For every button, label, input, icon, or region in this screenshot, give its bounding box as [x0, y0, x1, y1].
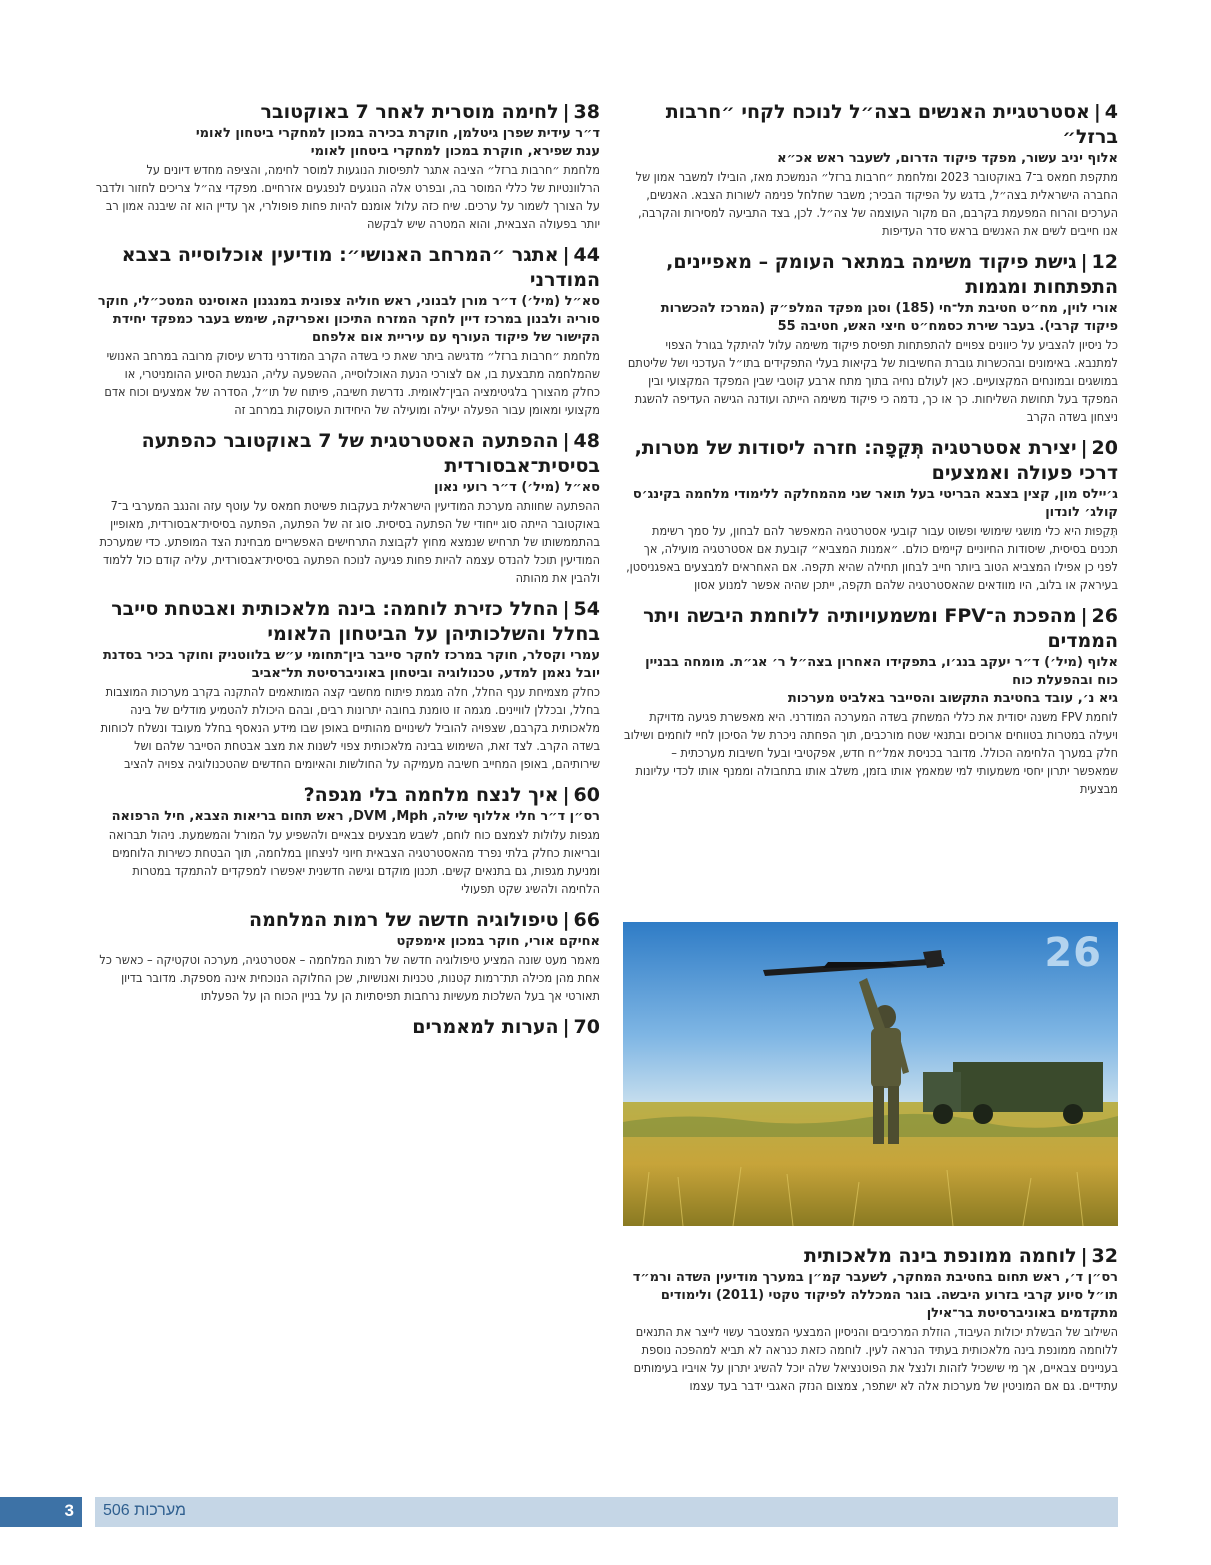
entry-abstract: לוחמת FPV משנה יסודית את כללי המשחק בשדה המערכה המודרני. היא מאפשרת פגיעה מדויקת ויעילה במטרות בטווחים ארוכים ובתנאי שטח מורכבים, תוך הפחתה ניכרת של הסיכון לחיי לוחמים ושילוב חלק במערך הלחימה הכולל. מדובר בכניסת אמל״ח חדש, אפקטיבי ובעל חשיבות מערכתית – שמאפשר יתרון יחסי משמעותי למי שמאמץ אותו בזמן, משלב אותו בתחבולה וממנף אותו לכדי עליונות מבצעית [624, 709, 1118, 796]
entry-author: אחיקם אורי, חוקר במכון אימפקט [396, 934, 600, 949]
toc-entry[interactable] [623, 250, 1118, 426]
article-title: החלל כזירת לוחמה: בינה מלאכותית ואבטחת סייבר בחלל והשלכותיהן על הביטחון הלאומי [111, 598, 600, 645]
page-number: 26 [1091, 605, 1118, 627]
entry-title[interactable]: 54|החלל כזירת לוחמה: בינה מלאכותית ואבטחת סייבר בחלל והשלכותיהן על הביטחון הלאומי [111, 598, 600, 645]
entry-abstract: מגפות עלולות לצמצם כוח לוחם, לשבש מבצעים צבאיים ולהשפיע על המורל והמשמעת. ניהול תברואה ובריאות כחלק בלתי נפרד מהאסטרטגיה הצבאית חיוני לניצחון במלחמה, תוך הבטחת כשירות הלוחמים ומניעת מגפות, גם בתנאים קשים. תכנון מוקדם וגישה חדשנית יאפשרו למפקדים להתמקד במטרות הלחימה ולהשיג שקט תפעולי [108, 827, 600, 896]
page-number: 3 [64, 1501, 74, 1520]
entry-title[interactable]: 70|הערות למאמרים [412, 1016, 600, 1038]
article-photo [623, 922, 1118, 1226]
entry-title[interactable]: 66|טיפולוגיה חדשה של רמות המלחמה [249, 909, 600, 931]
page-number: 44 [573, 244, 600, 266]
toc-right-column [623, 100, 1118, 808]
entry-abstract: מתקפת חמאס ב־7 באוקטובר 2023 ומלחמת ״חרבות ברזל״ הנמשכת מאז, הובילו למשבר אמון של החברה הישראלית בצה״ל, בדגש על הפיקוד הבכיר; משבר שחלחל פנימה לשורות הצבא. האנשים, הערכים והרוח המפעמת בקרבם, הם מקור העוצמה של צה״ל. לכן, בצד התביעה למסירות והקרבה, אנו חייבים לשים את האנשים בראש סדר העדיפות [635, 169, 1118, 238]
article-title: אסטרטגיית האנשים בצה״ל לנוכח לקחי ״חרבות ברזל״ [665, 101, 1118, 148]
page-number: 60 [573, 784, 600, 806]
page-number: 54 [573, 598, 600, 620]
entry-abstract: מלחמת ״חרבות ברזל״ מדגישה ביתר שאת כי בשדה הקרב המודרני נדרש עיסוק מרובה במרחב האנושי שהמלחמה מתבצעת בו, אם לצורכי הנעת האוכלוסייה, ההשפעה עליה, הנגשת הסיוע ההומניטרי, או כחלק מהצורך בלגיטימציה הבין־לאומית. נדרשת חשיבה, פיתוח של תו״ל, הסדרה של אמצעים וכוח אדם מקצועי ומאומן עבור הפעלה יעילה ומועילה של היחידות העוסקות במרחב זה [104, 348, 600, 417]
entry-title[interactable]: 48|ההפתעה האסטרטגית של 7 באוקטובר כהפתעה בסיסית־אבסורדית [141, 430, 600, 477]
entry-title[interactable]: 32|לוחמה ממונפת בינה מלאכותית [804, 1245, 1118, 1267]
toc-entry[interactable] [95, 100, 600, 233]
entry-title[interactable]: 44|אתגר ״המרחב האנושי״: מודיעין אוכלוסייה בצבא המודרני [121, 244, 600, 291]
page-footer [0, 1497, 1118, 1527]
entry-author-2: גיא נ׳, עובד בחטיבת התקשוב והסייבר באלביט מערכות [787, 691, 1118, 706]
entry-author: אורי לוין, מח״ט חטיבת תל־חי (185) וסגן מפקד המלפ״ק (המרכז להכשרות פיקוד קרבי). בעבר שירת כסמח״ט חיצי האש, חטיבה 55 [660, 301, 1118, 334]
magazine-name: מערכות 506 [103, 1502, 186, 1519]
entry-abstract: תְּקֵפוּת היא כלי מושגי שימושי ופשוט עבור קובעי אסטרטגיה המאפשר להם לבחון, על סמך רשימת תכנים בסיסית, שיסודות החיוניים קיימים כולם. ״אמנות המצביא״ קובעת אם אסטרטגיה מועילה, אך לפני כן אפילו המצביא הטוב ביותר חייב לבחון תחילה שהיא תקפה. אם האחראים למבצעים באפגניסטן, בעיראק או בלוב, היו מוודאים שהאסטרטגיה שלהם תקפה, ייתכן שהיה אפשר למנוע אסון [626, 523, 1118, 592]
toc-entry[interactable] [623, 436, 1118, 594]
toc-entry[interactable] [623, 100, 1118, 240]
page-number: 38 [573, 101, 600, 123]
page-number: 20 [1091, 437, 1118, 459]
article-title: לחימה מוסרית לאחר 7 באוקטובר [260, 101, 559, 123]
entry-abstract: ההפתעה שחוותה מערכת המודיעין הישראלית בעקבות פשיטת חמאס על עוטף עזה והנגב המערבי ב־7 באוקטובר הייתה סוג ייחודי של הפתעה בסיסית. סוג זה של הפתעה, הפתעה בסיסית־אבסורדית, מאופיין בהתממשותו של תרחיש שנמצא מחוץ לקבוצת התרחישים האפשריים מבחינת הצד המופתע. כדי שמערכת המודיעין תוכל להנדס עצמה להיות פחות פגיעה לנוכח הפתעה בסיסית־אבסורדית, עליה קודם כול ללמוד ולהבין את מהותה [99, 498, 600, 585]
toc-entry[interactable] [623, 1244, 1118, 1395]
article-title: מהפכת ה־FPV ומשמעויותיה ללוחמת היבשה ויתר הממדים [643, 605, 1118, 652]
entry-abstract: מלחמת ״חרבות ברזל״ הציבה אתגר לתפיסות הנוגעות למוסר לחימה, והציפה מחדש דיונים על הרלוונטיות של כללי המוסר בה, ובפרט אלה הנוגעים לנפגעים אזרחיים. מפקדי צה״ל צריכים לחזור ולדבר על הצורך לשמור על ערכים. שיח כזה עלול אומנם להיות פחות פופולרי, אך עדיין הוא זה שיבנה אמון רב יותר בפעולה הצבאית, והוא המטרה שיש לבקשה [95, 162, 600, 231]
article-title: גישת פיקוד משימה במתאר העומק – מאפיינים, התפתחות ומגמות [666, 251, 1118, 298]
page-number: 32 [1091, 1245, 1118, 1267]
entry-author: סא״ל (מיל׳) ד״ר מורן לבנוני, ראש חוליה צפונית במנגנון האוסינט המטכ״לי, חוקר סוריה ולבנון במרכז דיין לחקר המזרח התיכון ואפריקה, שימש בעבר כמפקד יחידת הקישור של פיקוד העורף עם עיריית אום אלפחם [97, 294, 600, 345]
entry-author-2: ענת שפירא, חוקרת במכון למחקרי ביטחון לאומי [310, 144, 600, 159]
toc-right-bottom [623, 1244, 1118, 1405]
entry-author: ד״ר עידית שפרן גיטלמן, חוקרת בכירה במכון למחקרי ביטחון לאומי [195, 126, 600, 141]
toc-entry[interactable] [95, 243, 600, 419]
entry-title[interactable]: 20|יצירת אסטרטגיה תְּקֵפָה: חזרה ליסודות של מטרות, דרכי פעולה ואמצעים [634, 437, 1118, 484]
article-title: יצירת אסטרטגיה תְּקֵפָה: חזרה ליסודות של מטרות, דרכי פעולה ואמצעים [634, 437, 1118, 484]
page-number: 70 [573, 1016, 600, 1038]
entry-title[interactable]: 12|גישת פיקוד משימה במתאר העומק – מאפיינים, התפתחות ומגמות [666, 251, 1118, 298]
toc-entry[interactable] [95, 597, 600, 773]
entry-author: רס״ן ד׳, ראש תחום בחטיבת המחקר, לשעבר קמ״ן במערך מודיעין השדה ורמ״ד תו״ל סיוע קרבי בזרוע היבשה. בוגר המכללה לפיקוד טקטי (2011) ולימודים מתקדמים באוניברסיטת בר־אילן [632, 1270, 1118, 1321]
page-number: 48 [573, 430, 600, 452]
toc-entry[interactable] [95, 908, 600, 1005]
entry-abstract: כל ניסיון להצביע על כיוונים צפויים להתפתחות תפיסת פיקוד משימה עלול להיתקל בגורל הצפוי למתנבא. באימונים ובהכשרות גוברת החשיבות של בקיאות בעלי התפקידים בתו״ל העדכני ושל שליטתם במושגים ובמונחים המקצועיים. כאן לעולם נחיה בתוך מתח ארבע קוטבי שבין המפקד המקצועי ובין המפקד בעל תחושת השליחות. כך או כך, נדמה כי פיקוד משימה הייתה ועודנה הגישה העדיפה להשגת ניצחון בשדה הקרב [627, 337, 1118, 424]
page-number: 66 [573, 909, 600, 931]
entry-author: ג׳יילס מון, קצין בצבא הבריטי בעל תואר שני מהמחלקה ללימודי מלחמה בקינג׳ס קולג׳ לונדון [632, 487, 1118, 520]
page-number-box [0, 1497, 82, 1527]
entry-author: סא״ל (מיל׳) ד״ר רועי נאון [433, 480, 600, 495]
article-title: ההפתעה האסטרטגית של 7 באוקטובר כהפתעה בסיסית־אבסורדית [141, 430, 600, 477]
page-number: 4 [1104, 101, 1118, 123]
entry-title[interactable]: 26|מהפכת ה־FPV ומשמעויותיה ללוחמת היבשה ויתר הממדים [643, 605, 1118, 652]
entry-abstract: השילוב של הבשלת יכולות העיבוד, הוזלת המרכיבים והניסיון המבצעי המצטבר עשוי לייצר את התנאים ללוחמה ממונפת בינה מלאכותית בעתיד הנראה לעין. לוחמה כזאת כנראה לא תביא למהפכה נוספת בעניינים צבאיים, אך מי שישכיל לזהות ולנצל את הפוטנציאל שלה יוכל להשיג יתרון על אויביו בעימותים עתידיים. גם אם המוניטין של מערכות אלה לא ישתפר, צמצום הנזק האגבי ידבר בעד עצמו [633, 1324, 1118, 1393]
page-number: 12 [1091, 251, 1118, 273]
article-title: לוחמה ממונפת בינה מלאכותית [804, 1245, 1077, 1267]
article-title: איך לנצח מלחמה בלי מגפה? [303, 784, 559, 806]
photo-page-label: 26 [1044, 930, 1102, 976]
article-title: טיפולוגיה חדשה של רמות המלחמה [249, 909, 559, 931]
toc-entry[interactable] [95, 1015, 600, 1040]
magazine-bar [95, 1497, 1118, 1527]
entry-author: רס״ן ד״ר חלי אללוף שילה, DVM ,Mph, ראש תחום בריאות הצבא, חיל הרפואה [111, 809, 600, 824]
entry-title[interactable]: 4|אסטרטגיית האנשים בצה״ל לנוכח לקחי ״חרבות ברזל״ [665, 101, 1118, 148]
entry-title[interactable]: 60|איך לנצח מלחמה בלי מגפה? [303, 784, 600, 806]
toc-entry[interactable] [95, 783, 600, 898]
toc-entry[interactable] [623, 604, 1118, 798]
entry-abstract: כחלק מצמיחת ענף החלל, חלה מגמת פיתוח מחשבי קצה המותאמים להתקנה בקרב מערכות המוצבות בחלל, ובכללן לוויינים. מגמה זו טומנת בחובה יתרונות רבים, ובהם היכולת להטמיע מודלים של בינה מלאכותית בקרבם, שצפויה להוביל לשינויים מהותיים באופן שבו מידע הנאסף בחלל מעובד ונשלח לכוחות בשדה הקרב. לצד זאת, השימוש בבינה מלאכותית צפוי לשנות את מצב אבטחת הסייבר שלהם ושל שירותיהם, באופן המחייב חשיבה מעמיקה על החולשות והאיומים החדשים שהטכנולוגיה צפויה להציב [100, 684, 600, 771]
entry-author: אלוף (מיל׳) ד״ר יעקב בנג׳ו, בתפקידו האחרון בצה״ל ר׳ אג״ת. מומחה בבניין כוח ובהפעלת כוח [645, 655, 1118, 688]
toc-entry[interactable] [95, 429, 600, 587]
article-title: הערות למאמרים [412, 1016, 559, 1038]
entry-title[interactable]: 38|לחימה מוסרית לאחר 7 באוקטובר [260, 101, 600, 123]
toc-left-column [95, 100, 600, 1050]
article-title: אתגר ״המרחב האנושי״: מודיעין אוכלוסייה בצבא המודרני [121, 244, 600, 291]
entry-author: עמרי וקסלר, חוקר במרכז לחקר סייבר בין־תחומי ע״ש בלווטניק וחוקר בכיר בסדנת יובל נאמן למדע, טכנולוגיה וביטחון באוניברסיטת תל־אביב [102, 648, 600, 681]
entry-abstract: מאמר מעט שונה המציע טיפולוגיה חדשה של רמות המלחמה – אסטרטגיה, מערכה וטקטיקה – כאשר כל אחת מהן מכילה תת־רמות קטנות, טכניות ואנושיות, שכן החלוקה הנוכחית אינה מספקת. מדובר בדיון תאורטי אך בעל השלכות מעשיות נרחבות תפיסתיות הן על בניין הכוח הן על הפעלתו [99, 952, 600, 1003]
entry-author: אלוף יניב עשור, מפקד פיקוד הדרום, לשעבר ראש אכ״א [777, 151, 1118, 166]
